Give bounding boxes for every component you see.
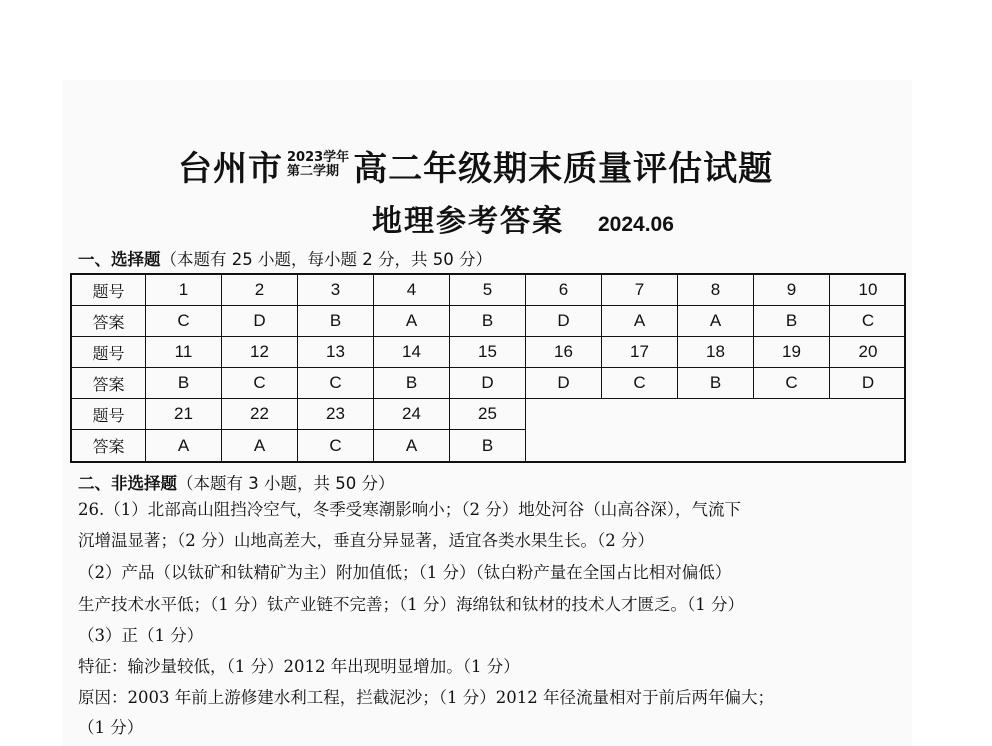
answer-cell: A bbox=[602, 306, 678, 337]
answer-cell: B bbox=[374, 368, 450, 399]
answer-cell: A bbox=[374, 430, 450, 461]
section-2-heading bbox=[78, 470, 394, 494]
table-row-questions-2 bbox=[72, 337, 906, 368]
title-term-semester: 第二学期 bbox=[287, 164, 340, 179]
row-label-question: 题号 bbox=[72, 337, 146, 368]
question-number: 10 bbox=[830, 275, 906, 306]
answer-cell: C bbox=[146, 306, 222, 337]
answer-line: 生产技术水平低；（1 分）钛产业链不完善；（1 分）海绵钛和钛材的技术人才匮乏。（1 分） bbox=[78, 595, 744, 614]
answer-line: （1 分） bbox=[78, 718, 144, 737]
answer-table bbox=[70, 273, 906, 463]
answer-cell: B bbox=[450, 430, 526, 461]
answer-cell: B bbox=[450, 306, 526, 337]
table-row-questions-1 bbox=[72, 275, 906, 306]
answer-cell: D bbox=[830, 368, 906, 399]
answer-cell: A bbox=[222, 430, 298, 461]
question-number: 11 bbox=[146, 337, 222, 368]
question-number: 17 bbox=[602, 337, 678, 368]
row-label-answer: 答案 bbox=[72, 368, 146, 399]
question-number: 4 bbox=[374, 275, 450, 306]
section-2-note: （本题有 3 小题，共 50 分） bbox=[177, 474, 395, 493]
question-number: 20 bbox=[830, 337, 906, 368]
answer-cell: B bbox=[146, 368, 222, 399]
table-row-answers-3 bbox=[72, 430, 526, 461]
question-number: 13 bbox=[298, 337, 374, 368]
question-number: 25 bbox=[450, 399, 526, 430]
answer-line: 特征：输沙量较低，（1 分）2012 年出现明显增加。（1 分） bbox=[78, 657, 520, 676]
title-main: 高二年级期末质量评估试题 bbox=[353, 148, 774, 189]
answer-cell: C bbox=[222, 368, 298, 399]
table-row-answers-1 bbox=[72, 306, 906, 337]
question-number: 23 bbox=[298, 399, 374, 430]
section-1-note: （本题有 25 小题，每小题 2 分，共 50 分） bbox=[160, 250, 492, 269]
section-1-title: 一、选择题 bbox=[78, 250, 161, 269]
section-1-heading bbox=[78, 246, 492, 270]
answer-cell: D bbox=[526, 368, 602, 399]
question-number: 12 bbox=[222, 337, 298, 368]
answer-cell: A bbox=[374, 306, 450, 337]
answer-line: 原因：2003 年前上游修建水利工程，拦截泥沙；（1 分）2012 年径流量相对于前后两年偏大； bbox=[78, 688, 774, 707]
answer-line: （2）产品（以钛矿和钛精矿为主）附加值低；（1 分）（钛白粉产量在全国占比相对偏低） bbox=[78, 563, 732, 582]
title-city: 台州市 bbox=[178, 148, 283, 189]
row-label-question: 题号 bbox=[72, 399, 146, 430]
question-number: 3 bbox=[298, 275, 374, 306]
question-number: 15 bbox=[450, 337, 526, 368]
document-date: 2024.06 bbox=[598, 213, 674, 236]
answer-cell: C bbox=[830, 306, 906, 337]
answer-line: （3）正（1 分） bbox=[78, 626, 204, 645]
question-number: 9 bbox=[754, 275, 830, 306]
answer-cell: C bbox=[298, 368, 374, 399]
answer-line: 沉增温显著；（2 分）山地高差大，垂直分异显著，适宜各类水果生长。（2 分） bbox=[78, 531, 654, 550]
question-number: 1 bbox=[146, 275, 222, 306]
answer-cell: B bbox=[678, 368, 754, 399]
question-number: 2 bbox=[222, 275, 298, 306]
answer-cell: C bbox=[754, 368, 830, 399]
answer-cell: D bbox=[450, 368, 526, 399]
question-number: 16 bbox=[526, 337, 602, 368]
document-subtitle: 地理参考答案 bbox=[372, 204, 564, 239]
row-label-answer: 答案 bbox=[72, 306, 146, 337]
question-number: 8 bbox=[678, 275, 754, 306]
answer-cell: A bbox=[146, 430, 222, 461]
question-number: 21 bbox=[146, 399, 222, 430]
answer-line: 26.（1）北部高山阻挡冷空气，冬季受寒潮影响小；（2 分）地处河谷（山高谷深），气流下 bbox=[78, 500, 741, 519]
section-2-title: 二、非选择题 bbox=[78, 474, 177, 493]
question-number: 14 bbox=[374, 337, 450, 368]
question-number: 22 bbox=[222, 399, 298, 430]
question-number: 5 bbox=[450, 275, 526, 306]
answer-cell: D bbox=[222, 306, 298, 337]
question-number: 24 bbox=[374, 399, 450, 430]
title-term-year: 2023学年 bbox=[287, 150, 350, 166]
answer-cell: C bbox=[602, 368, 678, 399]
answer-cell: A bbox=[678, 306, 754, 337]
question-number: 6 bbox=[526, 275, 602, 306]
answer-cell: B bbox=[754, 306, 830, 337]
answer-cell: B bbox=[298, 306, 374, 337]
table-row-questions-3 bbox=[72, 399, 526, 430]
document-title bbox=[178, 142, 773, 188]
subtitle-line bbox=[372, 196, 674, 240]
answer-cell: D bbox=[526, 306, 602, 337]
row-label-answer: 答案 bbox=[72, 430, 146, 461]
title-term bbox=[287, 151, 349, 178]
question-number: 19 bbox=[754, 337, 830, 368]
question-number: 18 bbox=[678, 337, 754, 368]
row-label-question: 题号 bbox=[72, 275, 146, 306]
table-row-answers-2 bbox=[72, 368, 906, 399]
answer-cell: C bbox=[298, 430, 374, 461]
question-number: 7 bbox=[602, 275, 678, 306]
